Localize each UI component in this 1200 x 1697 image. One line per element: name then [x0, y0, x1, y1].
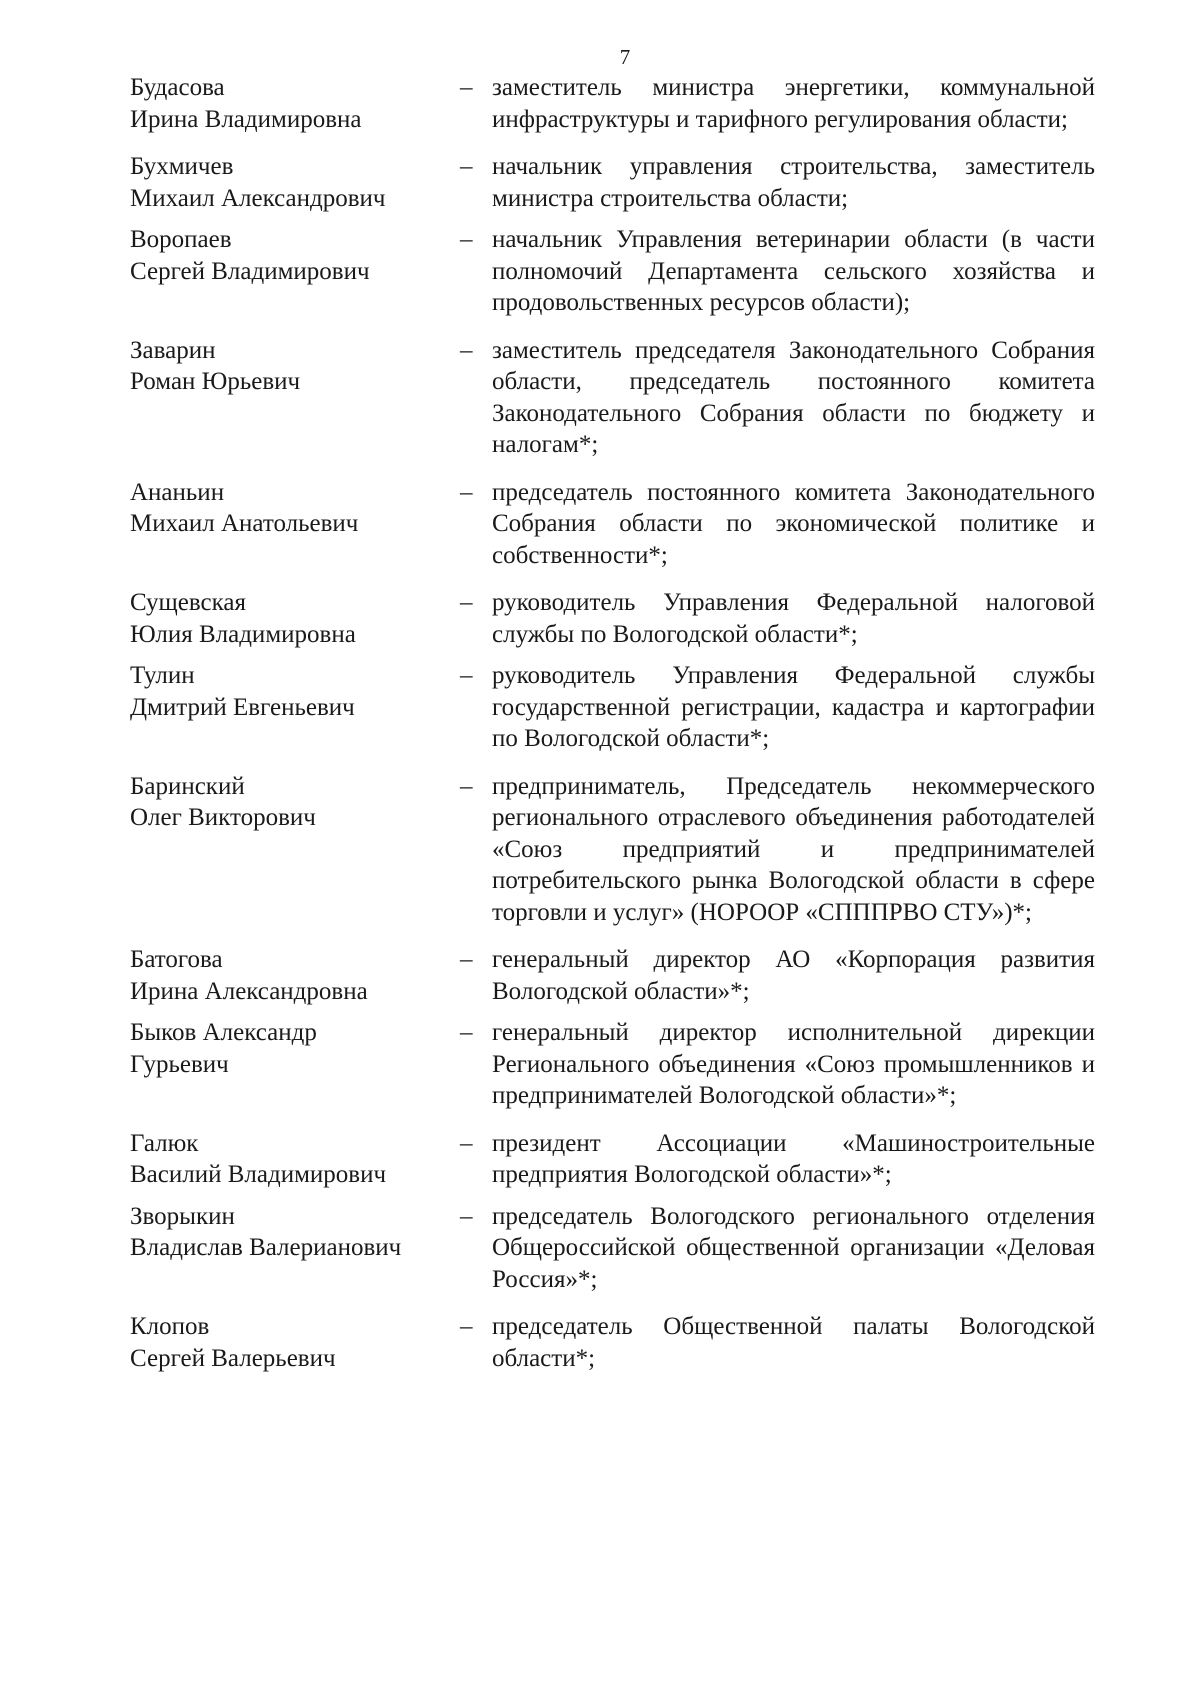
member-role: генеральный директор исполнительной дирекции Регионального объединения «Союз промышленников и предпринимателей Вологодской области»*; — [492, 1019, 1095, 1109]
dash: – — [460, 662, 473, 689]
member-row — [130, 1201, 1095, 1296]
member-role: начальник управления строительства, заместитель министра строительства области; — [492, 153, 1095, 212]
member-row — [130, 72, 1095, 135]
member-given-name: Ирина Александровна — [130, 977, 368, 1005]
member-given-name: Юлия Владимировна — [130, 620, 356, 648]
member-role: заместитель министра энергетики, коммунальной инфраструктуры и тарифного регулирования области; — [492, 74, 1095, 133]
member-role: руководитель Управления Федеральной службы государственной регистрации, кадастра и картографии по Вологодской области*; — [492, 662, 1095, 752]
dash: – — [460, 772, 473, 800]
member-surname: Галюк — [130, 1129, 199, 1157]
dash: – — [460, 1202, 473, 1230]
dash: – — [460, 153, 473, 180]
member-given-name: Гурьевич — [130, 1050, 229, 1078]
member-given-name: Михаил Александрович — [130, 184, 386, 212]
member-given-name: Дмитрий Евгеньевич — [130, 693, 355, 721]
member-role: начальник Управления ветеринарии области (в части полномочий Департамента сельского хозяйства и продовольственных ресурсов области); — [492, 226, 1095, 316]
member-row — [130, 335, 1095, 461]
member-surname: Зворыкин — [130, 1202, 235, 1230]
member-role: президент Ассоциации «Машиностроительные предприятия Вологодской области»*; — [492, 1129, 1095, 1188]
member-surname: Баринский — [130, 772, 245, 800]
member-name — [130, 944, 460, 1007]
member-role: генеральный директор АО «Корпорация развития Вологодской области»*; — [492, 946, 1095, 1005]
members-list — [130, 72, 1095, 1374]
dash: – — [460, 946, 473, 973]
member-row — [130, 660, 1095, 755]
member-given-name: Михаил Анатольевич — [130, 510, 359, 537]
member-surname: Ананьин — [130, 478, 225, 506]
member-given-name: Олег Викторович — [130, 804, 316, 831]
member-name — [130, 771, 460, 834]
member-surname: Клопов — [130, 1313, 210, 1340]
member-name — [130, 1311, 460, 1374]
member-row — [130, 151, 1095, 214]
member-name — [130, 72, 460, 135]
member-row — [130, 771, 1095, 929]
member-surname: Бухмичев — [130, 153, 234, 180]
dash: – — [460, 74, 473, 101]
member-row — [130, 477, 1095, 572]
member-role: председатель Вологодского регионального отделения Общероссийской общественной организации «Деловая Россия»*; — [492, 1202, 1095, 1293]
member-given-name: Ирина Владимировна — [130, 105, 362, 133]
member-row — [130, 1017, 1095, 1112]
member-name — [130, 1201, 460, 1264]
member-role: предприниматель, Председатель некоммерческого регионального отраслевого объединения работодателей «Союз предприятий и предпринимателей потребительского рынка Вологодской области в сфере торговли и услуг» (НОРООР «СПППРВО СТУ»)*; — [492, 772, 1095, 926]
member-surname: Быков Александр — [130, 1019, 317, 1046]
member-name — [130, 335, 460, 398]
member-surname: Тулин — [130, 662, 195, 689]
member-given-name: Сергей Валерьевич — [130, 1344, 336, 1372]
member-name — [130, 587, 460, 650]
dash: – — [460, 1313, 473, 1340]
dash: – — [460, 336, 473, 364]
member-row — [130, 1128, 1095, 1191]
member-given-name: Сергей Владимирович — [130, 257, 370, 285]
dash: – — [460, 589, 473, 616]
member-name — [130, 660, 460, 723]
member-name — [130, 151, 460, 214]
member-name — [130, 224, 460, 287]
member-row — [130, 944, 1095, 1007]
member-surname: Будасова — [130, 74, 225, 101]
member-row — [130, 587, 1095, 650]
member-role: председатель постоянного комитета Законодательного Собрания области по экономической политике и собственности*; — [492, 478, 1095, 569]
member-given-name: Василий Владимирович — [130, 1161, 387, 1188]
member-row — [130, 1311, 1095, 1374]
dash: – — [460, 1019, 473, 1046]
member-surname: Батогова — [130, 946, 223, 973]
dash: – — [460, 226, 473, 253]
member-given-name: Владислав Валерианович — [130, 1234, 402, 1261]
member-role: председатель Общественной палаты Вологодской области*; — [492, 1313, 1095, 1372]
member-name — [130, 1128, 460, 1191]
member-given-name: Роман Юрьевич — [130, 368, 301, 395]
member-surname: Сущевская — [130, 589, 247, 616]
member-role: заместитель председателя Законодательного Собрания области, председатель постоянного комитета Законодательного Собрания области по бюджету и налогам*; — [492, 336, 1095, 458]
member-surname: Заварин — [130, 336, 216, 364]
dash: – — [460, 478, 473, 506]
member-name — [130, 477, 460, 540]
member-surname: Воропаев — [130, 226, 232, 253]
dash: – — [460, 1129, 473, 1157]
page-number: 7 — [619, 45, 631, 69]
member-row — [130, 224, 1095, 319]
member-name — [130, 1017, 460, 1080]
member-role: руководитель Управления Федеральной налоговой службы по Вологодской области*; — [492, 589, 1095, 648]
